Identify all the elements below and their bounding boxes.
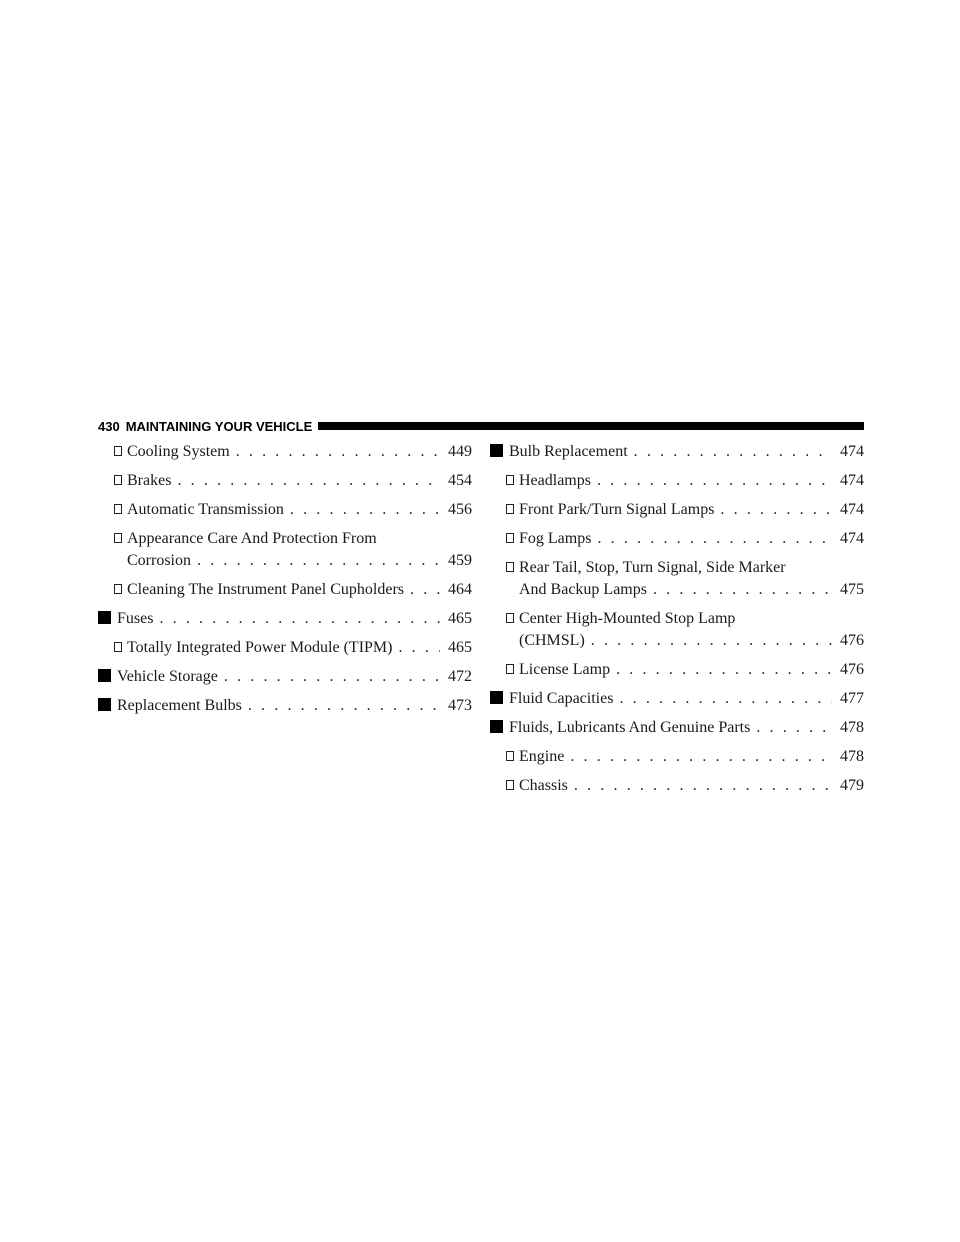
- toc-page-number: 478: [840, 748, 864, 765]
- filled-square-bullet-icon: [490, 720, 503, 733]
- toc-entry[interactable]: [490, 775, 864, 797]
- toc-entry-first-line: [506, 557, 864, 579]
- dot-leader: [224, 666, 440, 688]
- toc-entry-line: [490, 441, 864, 463]
- section-title: MAINTAINING YOUR VEHICLE: [125, 418, 313, 434]
- toc-entry[interactable]: [490, 441, 864, 463]
- toc-entry-title: Fog Lamps: [519, 530, 592, 547]
- toc-entry[interactable]: [98, 695, 472, 717]
- toc-entry-title: Fluid Capacities: [509, 690, 614, 707]
- filled-square-bullet-icon: [490, 444, 503, 457]
- toc-entry[interactable]: [490, 557, 864, 601]
- toc-entry-title: Engine: [519, 748, 565, 765]
- toc-entry-title: Automatic Transmission: [127, 501, 284, 518]
- toc-page-number: 449: [448, 443, 472, 460]
- filled-square-bullet-icon: [490, 691, 503, 704]
- hollow-square-bullet-icon: [506, 533, 514, 543]
- toc-entry[interactable]: [490, 608, 864, 652]
- toc-entry-line: [114, 499, 472, 521]
- toc-entry-title: Chassis: [519, 777, 568, 794]
- toc-entry-line: [114, 579, 472, 601]
- filled-square-bullet-icon: [98, 698, 111, 711]
- dot-leader: [570, 746, 832, 768]
- toc-entry[interactable]: [98, 608, 472, 630]
- dot-leader: [720, 499, 832, 521]
- toc-page-number: 454: [448, 472, 472, 489]
- toc-entry-line: [98, 695, 472, 717]
- toc-entry-title: Brakes: [127, 472, 172, 489]
- toc-entry-title: Fuses: [117, 610, 154, 627]
- toc-entry-line: [506, 528, 864, 550]
- toc-entry-title: Front Park/Turn Signal Lamps: [519, 501, 715, 518]
- hollow-square-bullet-icon: [506, 664, 514, 674]
- toc-entry[interactable]: [490, 499, 864, 521]
- toc-entry[interactable]: [490, 746, 864, 768]
- toc-page-number: 456: [448, 501, 472, 518]
- toc-entry[interactable]: [98, 499, 472, 521]
- toc-entry-title: Replacement Bulbs: [117, 697, 242, 714]
- toc-entry-title: (CHMSL): [519, 632, 585, 649]
- toc-entry-line: [506, 499, 864, 521]
- toc-entry-title: And Backup Lamps: [519, 581, 647, 598]
- toc-entry-title: Headlamps: [519, 472, 591, 489]
- toc-entry-first-line: [114, 528, 472, 550]
- toc-entry-title: Corrosion: [127, 552, 191, 569]
- toc-page-number: 474: [840, 472, 864, 489]
- dot-leader: [756, 717, 832, 739]
- hollow-square-bullet-icon: [114, 475, 122, 485]
- hollow-square-bullet-icon: [114, 584, 122, 594]
- dot-leader: [290, 499, 440, 521]
- page-number: 430: [98, 418, 120, 434]
- toc-entry-title: Fluids, Lubricants And Genuine Parts: [509, 719, 751, 736]
- toc-entry-line: [506, 775, 864, 797]
- dot-leader: [159, 608, 440, 630]
- toc-right-column: [490, 441, 864, 804]
- toc-entry-title: Bulb Replacement: [509, 443, 628, 460]
- dot-leader: [197, 550, 440, 572]
- toc-entry[interactable]: [98, 470, 472, 492]
- hollow-square-bullet-icon: [506, 780, 514, 790]
- toc-page-number: 479: [840, 777, 864, 794]
- hollow-square-bullet-icon: [506, 475, 514, 485]
- toc-entry[interactable]: [98, 579, 472, 601]
- toc-page-number: 474: [840, 530, 864, 547]
- toc-entry-title: Cleaning The Instrument Panel Cupholders: [127, 581, 404, 598]
- toc-entry-title: License Lamp: [519, 661, 611, 678]
- dot-leader: [398, 637, 440, 659]
- filled-square-bullet-icon: [98, 669, 111, 682]
- toc-page-number: 478: [840, 719, 864, 736]
- dot-leader: [597, 528, 832, 550]
- toc-entry[interactable]: [98, 637, 472, 659]
- toc-page-number: 476: [840, 661, 864, 678]
- toc-entry-line: [114, 637, 472, 659]
- toc-entry[interactable]: [490, 470, 864, 492]
- toc-entry[interactable]: [490, 688, 864, 710]
- toc-page-number: 473: [448, 697, 472, 714]
- hollow-square-bullet-icon: [506, 504, 514, 514]
- toc-entry[interactable]: [490, 528, 864, 550]
- header-rule: [318, 422, 864, 430]
- toc-entry-title-line: Center High-Mounted Stop Lamp: [519, 610, 736, 627]
- toc-entry-first-line: [506, 608, 864, 630]
- dot-leader: [597, 470, 832, 492]
- toc-entry[interactable]: [490, 717, 864, 739]
- toc-entry-line: [506, 746, 864, 768]
- toc-entry-title: Totally Integrated Power Module (TIPM): [127, 639, 393, 656]
- toc-entry[interactable]: [98, 441, 472, 463]
- toc-page-number: 464: [448, 581, 472, 598]
- toc-left-column: [98, 441, 472, 724]
- toc-entry-title-line: Rear Tail, Stop, Turn Signal, Side Marker: [519, 559, 786, 576]
- dot-leader: [236, 441, 440, 463]
- hollow-square-bullet-icon: [114, 446, 122, 456]
- hollow-square-bullet-icon: [114, 533, 122, 543]
- toc-page-number: 465: [448, 639, 472, 656]
- toc-entry-line: [506, 470, 864, 492]
- toc-entry-line: [490, 688, 864, 710]
- toc-entry[interactable]: [98, 666, 472, 688]
- toc-page-number: 474: [840, 443, 864, 460]
- dot-leader: [574, 775, 832, 797]
- toc-entry-title: Vehicle Storage: [117, 668, 218, 685]
- toc-entry-line: [98, 608, 472, 630]
- hollow-square-bullet-icon: [114, 642, 122, 652]
- hollow-square-bullet-icon: [506, 562, 514, 572]
- toc-entry-line: [490, 717, 864, 739]
- toc-entry-line: [506, 630, 864, 652]
- hollow-square-bullet-icon: [114, 504, 122, 514]
- dot-leader: [634, 441, 832, 463]
- dot-leader: [619, 688, 832, 710]
- toc-entry-line: [506, 659, 864, 681]
- toc-entry-line: [114, 470, 472, 492]
- toc-entry[interactable]: [490, 659, 864, 681]
- toc-entry-line: [98, 666, 472, 688]
- toc-page-number: 465: [448, 610, 472, 627]
- dot-leader: [591, 630, 832, 652]
- dot-leader: [248, 695, 440, 717]
- dot-leader: [410, 579, 440, 601]
- toc-entry-line: [114, 550, 472, 572]
- dot-leader: [653, 579, 832, 601]
- toc-page-number: 477: [840, 690, 864, 707]
- toc-entry-title-line: Appearance Care And Protection From: [127, 530, 377, 547]
- filled-square-bullet-icon: [98, 611, 111, 624]
- toc-page-number: 475: [840, 581, 864, 598]
- toc-page-number: 459: [448, 552, 472, 569]
- dot-leader: [177, 470, 440, 492]
- toc-page-number: 476: [840, 632, 864, 649]
- toc-entry-line: [114, 441, 472, 463]
- hollow-square-bullet-icon: [506, 751, 514, 761]
- hollow-square-bullet-icon: [506, 613, 514, 623]
- toc-entry-title: Cooling System: [127, 443, 230, 460]
- toc-entry[interactable]: [98, 528, 472, 572]
- page-header: [98, 418, 864, 434]
- toc-page-number: 472: [448, 668, 472, 685]
- dot-leader: [616, 659, 832, 681]
- toc-page-number: 474: [840, 501, 864, 518]
- toc-entry-line: [506, 579, 864, 601]
